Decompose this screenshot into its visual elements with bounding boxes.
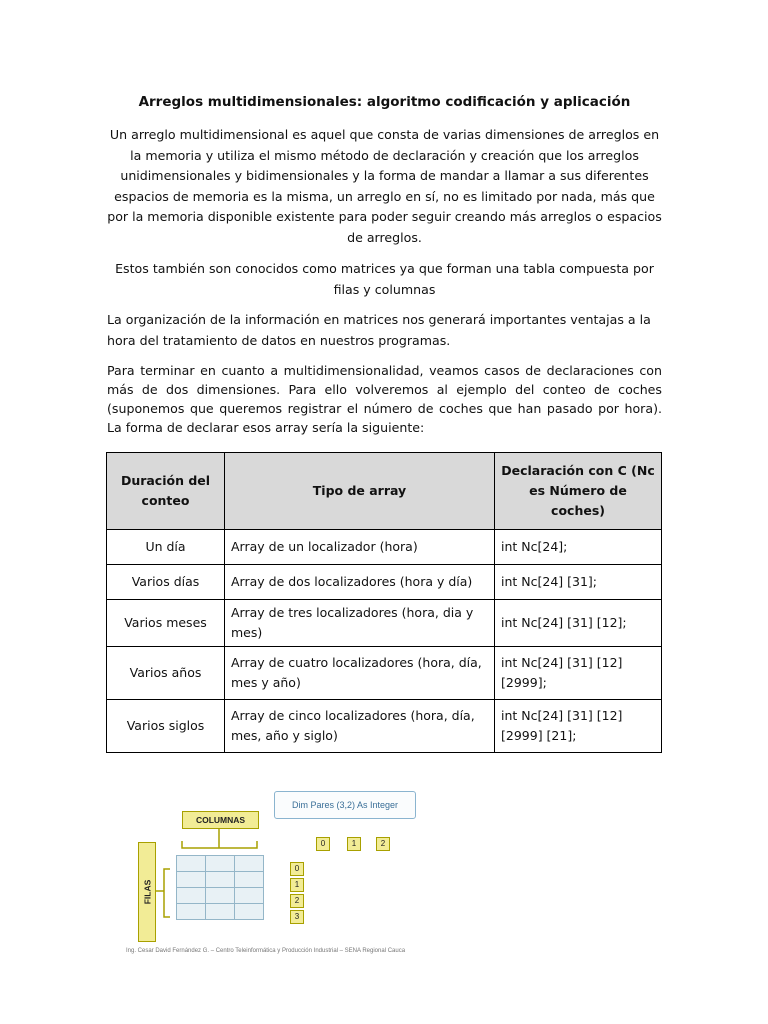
table-row [107, 530, 662, 565]
paragraph-advantages: La organización de la información en matrices nos generará importantes ventajas a la hora del tratamiento de datos en nuestros programas. [107, 312, 651, 348]
col-index: 2 [376, 837, 390, 851]
cell-duration: Varios días [107, 565, 225, 600]
row-index: 1 [290, 878, 304, 892]
cell-type: Array de cinco localizadores (hora, día, mes, año y siglo) [225, 700, 495, 753]
header-duration: Duración del conteo [107, 453, 225, 530]
cell-type: Array de dos localizadores (hora y día) [225, 565, 495, 600]
cell-declaration: int Nc[24]; [495, 530, 662, 565]
col-index: 0 [316, 837, 330, 851]
table-row [107, 700, 662, 753]
rows-bracket [154, 869, 170, 917]
columns-label: COLUMNAS [182, 811, 259, 829]
diagram-footer-credit: Ing. Cesar David Fernández G. – Centro Teleinformática y Producción Industrial – SENA Regional Cauca [126, 948, 406, 954]
columns-bracket [182, 829, 257, 848]
cell-type: Array de cuatro localizadores (hora, día, mes y año) [225, 647, 495, 700]
cell-declaration: int Nc[24] [31]; [495, 565, 662, 600]
paragraph-intro: Un arreglo multidimensional es aquel que consta de varias dimensiones de arreglos en la memoria y utiliza el mismo método de declaración y creación que los arreglos unidimensionales y bidimensionales y la forma de mandar a llamar a sus diferentes espacios de memoria es la misma, un arreglo en sí, no es limitado por nada, más que por la memoria disponible existente para poder seguir creando más arreglos o espacios de arreglos. [107, 127, 662, 245]
paragraph-matrices: Estos también son conocidos como matrices ya que forman una tabla compuesta por filas y columnas [115, 261, 654, 297]
header-array-type: Tipo de array [225, 453, 495, 530]
header-declaration: Declaración con C (Nc es Número de coches) [495, 453, 662, 530]
paragraph-example: Para terminar en cuanto a multidimensionalidad, veamos casos de declaraciones con más de dos dimensiones. Para ello volveremos al ejemplo del conteo de coches (suponemos que queremos registrar el número de coches que han pasado por hora). La forma de declarar esos array sería la siguiente: [107, 363, 662, 435]
rows-label-box [138, 842, 156, 942]
cell-declaration: int Nc[24] [31] [12] [2999]; [495, 647, 662, 700]
array-declarations-table [106, 452, 662, 753]
document-title: Arreglos multidimensionales: algoritmo codificación y aplicación [138, 94, 631, 110]
cell-duration: Varios meses [107, 600, 225, 647]
table-row [107, 565, 662, 600]
row-index: 2 [290, 894, 304, 908]
row-index: 0 [290, 862, 304, 876]
cell-declaration: int Nc[24] [31] [12] [2999] [21]; [495, 700, 662, 753]
cell-type: Array de tres localizadores (hora, dia y mes) [225, 600, 495, 647]
matrix-grid [176, 855, 264, 920]
cell-duration: Varios años [107, 647, 225, 700]
col-index: 1 [347, 837, 361, 851]
cell-type: Array de un localizador (hora) [225, 530, 495, 565]
cell-declaration: int Nc[24] [31] [12]; [495, 600, 662, 647]
table-header-row [107, 453, 662, 530]
matrix-diagram [118, 785, 448, 961]
cell-duration: Un día [107, 530, 225, 565]
code-declaration-box: Dim Pares (3,2) As Integer [274, 791, 416, 819]
table-row [107, 600, 662, 647]
cell-duration: Varios siglos [107, 700, 225, 753]
row-index: 3 [290, 910, 304, 924]
rows-label: FILAS [142, 879, 152, 905]
table-row [107, 647, 662, 700]
